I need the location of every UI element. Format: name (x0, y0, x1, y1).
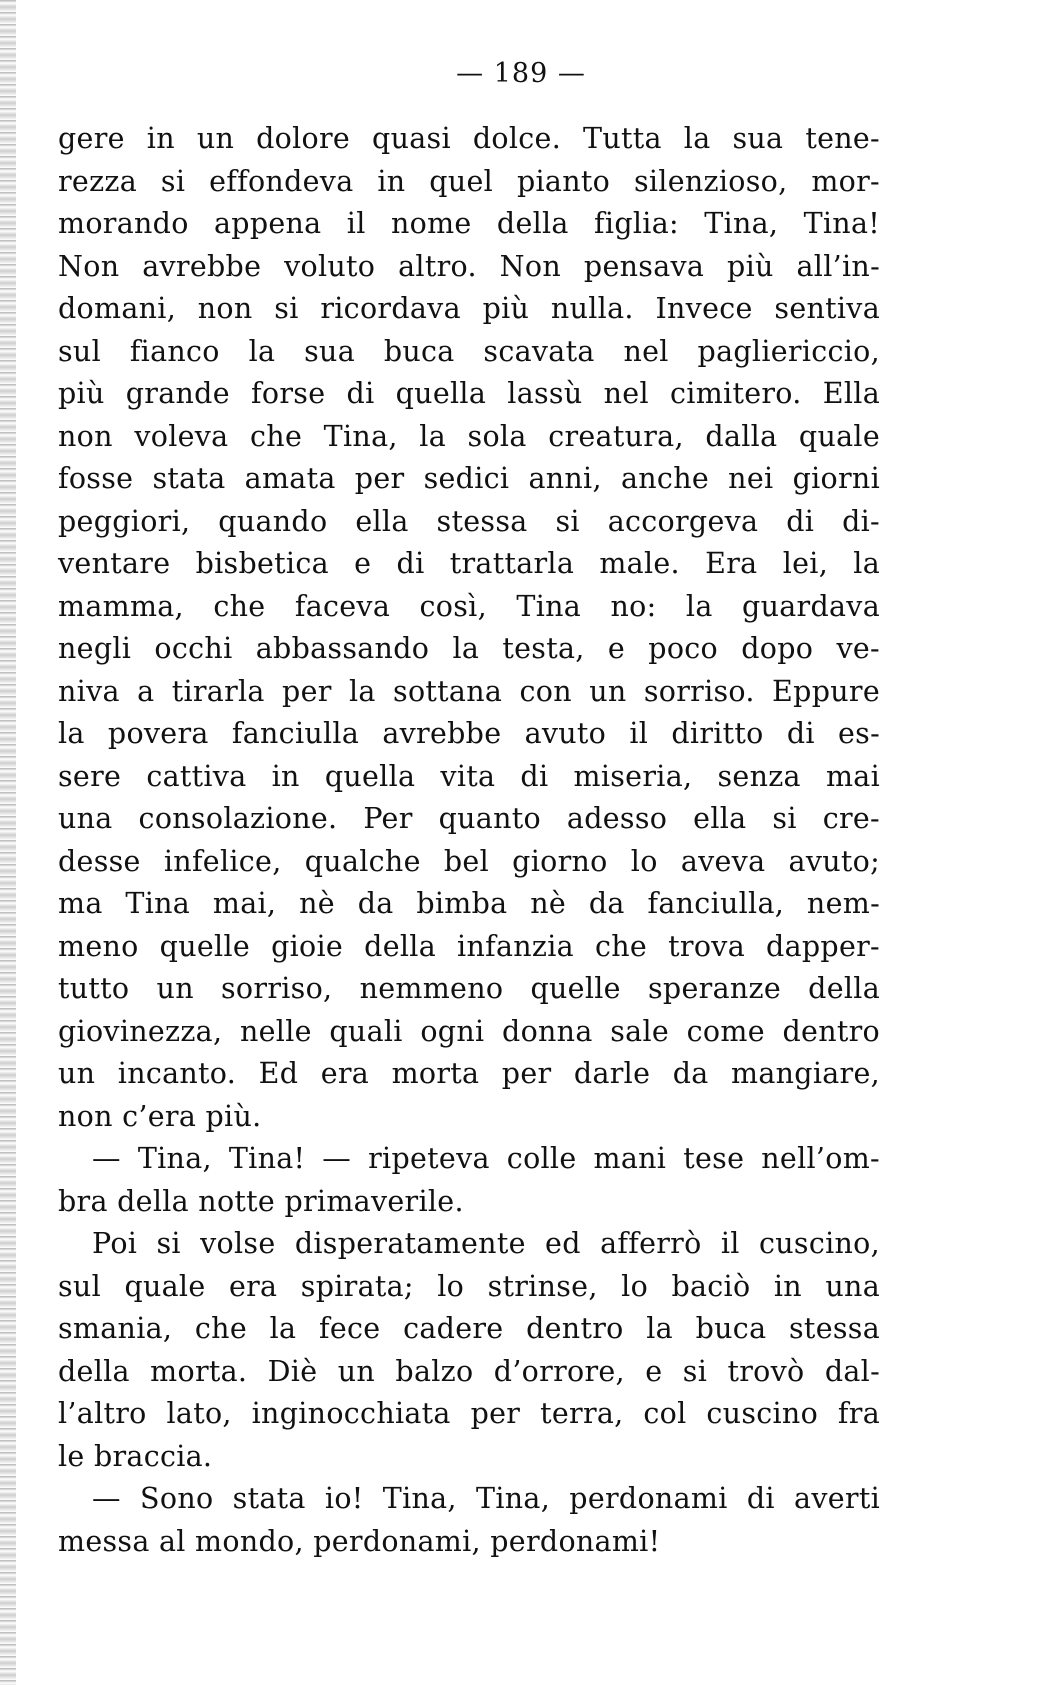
text-line: non voleva che Tina, la sola creatura, dalla quale (58, 419, 880, 453)
text-line: — Tina, Tina! — ripeteva colle mani tese nell’om- (92, 1142, 880, 1175)
body-text (58, 118, 880, 1563)
text-line: Non avrebbe voluto altro. Non pensava più all’in- (58, 249, 880, 283)
text-line: fosse stata amata per sedici anni, anche nei giorni (58, 462, 880, 495)
text-line: desse infelice, qualche bel giorno lo aveva avuto; (58, 844, 880, 878)
text-line: smania, che la fece cadere dentro la buca stessa (58, 1312, 880, 1345)
text-line: gere in un dolore quasi dolce. Tutta la sua tene- (58, 122, 880, 155)
scan-edge-shadow (0, 0, 16, 1685)
text-line: niva a tirarla per la sottana con un sorriso. Eppure (58, 674, 880, 708)
text-line: bra della notte primaverile. (58, 1184, 464, 1218)
text-line: morando appena il nome della figlia: Tina, Tina! (58, 207, 880, 240)
text-line: sul fianco la sua buca scavata nel pagliericcio, (58, 334, 880, 368)
text-line: tutto un sorriso, nemmeno quelle speranze della (58, 972, 880, 1005)
text-line: messa al mondo, perdonami, perdonami! (58, 1524, 661, 1558)
text-line: non c’era più. (58, 1099, 262, 1133)
text-line: peggiori, quando ella stessa si accorgeva di di- (58, 504, 880, 538)
text-line: più grande forse di quella lassù nel cimitero. Ella (58, 377, 880, 410)
text-line: della morta. Diè un balzo d’orrore, e si trovò dal- (58, 1354, 880, 1388)
text-line: ma Tina mai, nè da bimba nè da fanciulla, nem- (58, 887, 880, 920)
text-line: sere cattiva in quella vita di miseria, senza mai (58, 759, 880, 793)
text-line: giovinezza, nelle quali ogni donna sale come dentro (58, 1014, 880, 1048)
text-line: Poi si volse disperatamente ed afferrò il cuscino, (92, 1227, 880, 1260)
text-line: un incanto. Ed era morta per darle da mangiare, (58, 1057, 880, 1090)
text-line: meno quelle gioie della infanzia che trova dapper- (58, 929, 880, 963)
text-line: negli occhi abbassando la testa, e poco dopo ve- (58, 632, 880, 665)
text-line: la povera fanciulla avrebbe avuto il diritto di es- (58, 717, 880, 750)
text-line: mamma, che faceva così, Tina no: la guardava (58, 589, 880, 623)
text-line: domani, non si ricordava più nulla. Invece sentiva (58, 292, 880, 325)
text-line: le braccia. (58, 1439, 213, 1473)
text-line: ventare bisbetica e di trattarla male. Era lei, la (58, 547, 880, 580)
text-line: una consolazione. Per quanto adesso ella si cre- (58, 802, 880, 835)
text-line: l’altro lato, inginocchiata per terra, col cuscino fra (58, 1397, 880, 1430)
page-number: — 189 — (456, 58, 586, 89)
text-line: rezza si effondeva in quel pianto silenzioso, mor- (58, 164, 880, 198)
text-line: sul quale era spirata; lo strinse, lo baciò in una (58, 1269, 880, 1303)
text-line: — Sono stata io! Tina, Tina, perdonami di averti (92, 1482, 880, 1515)
